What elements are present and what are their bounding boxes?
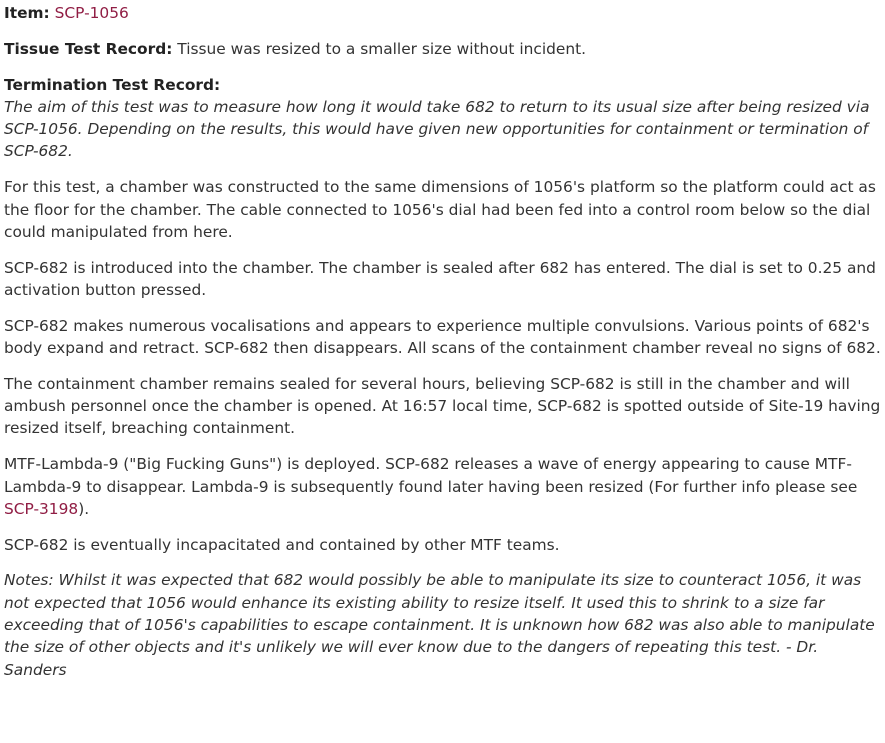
termination-test-label: Termination Test Record: [4,75,221,94]
tissue-test-text: Tissue was resized to a smaller size without incident. [177,39,587,58]
item-line [4,2,881,24]
introduced-paragraph: SCP-682 is introduced into the chamber. The chamber is sealed after 682 has entered. The dial is set to 0.25 and activation button pressed. [4,258,876,299]
setup-paragraph: For this test, a chamber was constructed to the same dimensions of 1056's platform so the platform could act as the floor for the chamber. The cable connected to 1056's dial had been fed into a control room below so the dial could manipulated from here. [4,178,876,241]
scp-1056-link[interactable]: SCP-1056 [54,4,129,22]
mtf-text-before: MTF-Lambda-9 ("Big Fucking Guns") is deployed. SCP-682 releases a wave of energy appearing to cause MTF-Lambda-9 to disappear. Lambda-9 is subsequently found later having been resized (For further info please see [4,455,858,496]
notes-text: Notes: Whilst it was expected that 682 would possibly be able to manipulate its size to counteract 1056, it was not expected that 1056 would enhance its existing ability to resize itself. It used this to shrink to a size far exceeding that of 1056's capabilities to escape containment. It is unknown how 682 was also able to manipulate the size of other objects and it's unlikely we will ever know due to the dangers of repeating this test. - Dr. Sanders [4,571,875,679]
scp-3198-link[interactable]: SCP-3198 [4,499,79,518]
item-label: Item: [4,4,50,22]
vocalisations-paragraph: SCP-682 makes numerous vocalisations and appears to experience multiple convulsions. Various points of 682's body expand and retract. SCP-682 then disappears. All scans of the containment chamber reveal no signs of 682. [4,316,881,358]
notes-paragraph [4,569,881,680]
mtf-text-after: ). [78,499,90,518]
termination-test-aim: The aim of this test was to measure how long it would take 682 to return to its usual size after being resized via SCP-1056. Depending on the results, this would have given new opportunities for containment or termination of SCP-682. [4,97,870,161]
tissue-test-record [4,38,881,60]
sealed-paragraph: The containment chamber remains sealed for several hours, believing SCP-682 is still in the chamber and will ambush personnel once the chamber is opened. At 16:57 local time, SCP-682 is spotted outside of Site-19 having resized itself, breaching containment. [4,374,881,438]
document-page [0,2,881,681]
tissue-test-label: Tissue Test Record: [4,39,173,58]
incapacitated-paragraph: SCP-682 is eventually incapacitated and contained by other MTF teams. [4,535,560,554]
termination-test-record [4,74,881,163]
mtf-paragraph [4,453,881,520]
